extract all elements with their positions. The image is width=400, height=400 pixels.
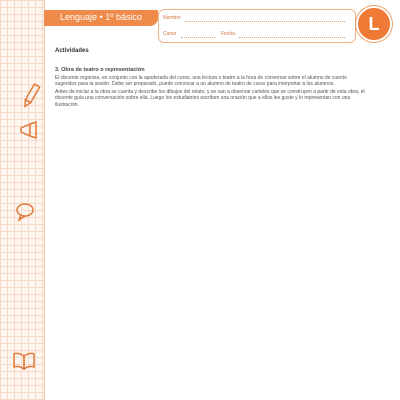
header-title: Lenguaje • 1º básico [60, 12, 142, 22]
pencil-icon [20, 82, 42, 110]
open-book-icon [12, 352, 36, 370]
megaphone-icon [18, 120, 40, 140]
margin-grid-strip [0, 0, 45, 400]
name-label: Nombre [163, 15, 181, 21]
task-paragraph: Antes de iniciar a la obra se cuenta y describe los dibujos del relato, y se van a observar carteles que se construyen a partir de esta obra, el docente guía una conversación sobre ella. Luego los estudiantes escriben una oración que a ellos les guste y lo representan con una ilustración. [55, 88, 365, 108]
section-title: Actividades [55, 48, 89, 54]
date-label: Fecha [221, 31, 235, 37]
course-label: Curso [163, 31, 177, 37]
task-paragraph: El docente organiza, en conjunto con la apoderada del curso, una lectura o teatro a la hora de conversar sobre el alumno de cuento sugeridos para la sesión. Debe ser preparado, puede convocar a un alumno de teatro de curso para interpretar a los alumnos. [55, 75, 347, 88]
name-field[interactable] [185, 21, 345, 22]
course-field[interactable] [181, 37, 215, 38]
speech-bubble-icon [14, 202, 36, 222]
worksheet-content [55, 48, 365, 109]
task-title: 3. Obra de teatro o representación [55, 67, 145, 73]
subject-badge: L [356, 6, 392, 42]
student-info-box [158, 9, 356, 43]
date-field[interactable] [239, 37, 345, 38]
